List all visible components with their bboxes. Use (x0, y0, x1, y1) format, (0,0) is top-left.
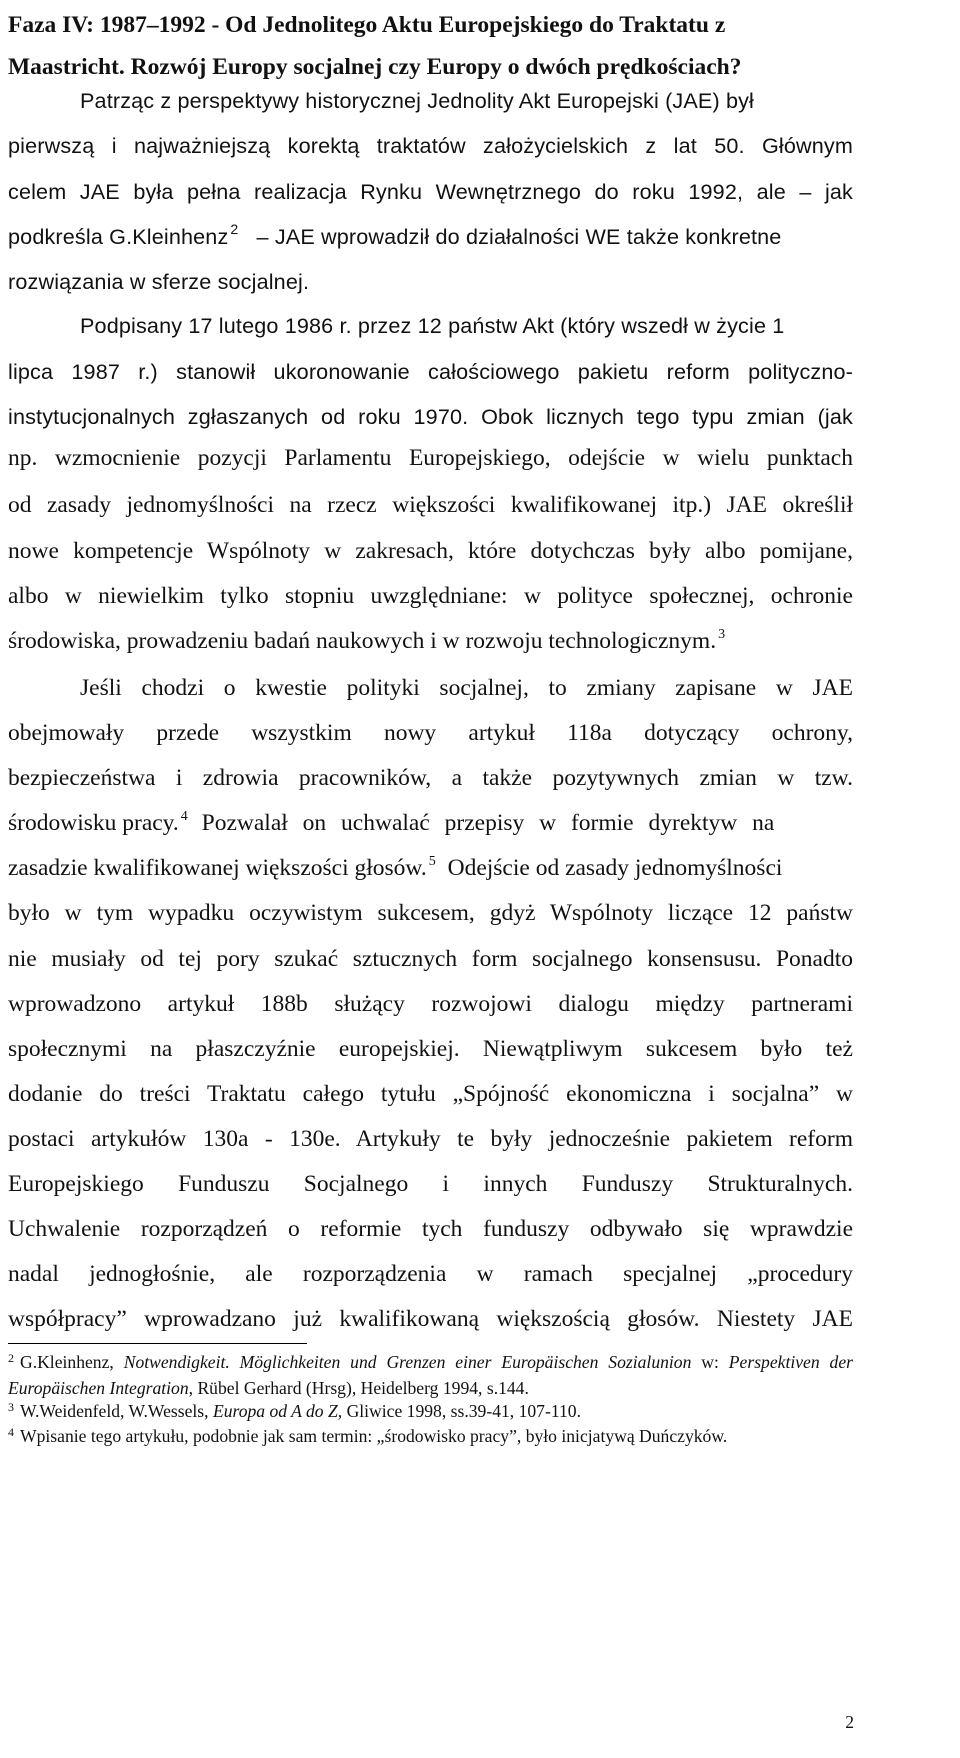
heading-line-1: Faza IV: 1987–1992 - Od Jednolitego Aktu Europejskiego do Traktatu z (8, 12, 726, 38)
page-number: 2 (845, 1712, 854, 1732)
footnote-title: Notwendigkeit. Möglichkeiten und Grenzen einer Europäischen Sozialunion (123, 1352, 692, 1372)
footnote-text: W.Weidenfeld, W.Wessels, (20, 1401, 213, 1421)
footnote-text: Wpisanie tego artykułu, podobnie jak sam termin: „środowisko pracy”, było inicjatywą Duńczyków. (20, 1426, 728, 1446)
chapter-heading (8, 4, 908, 88)
paragraph-3-line: postaci artykułów 130a - 130e. Artykuły te były jednocześnie pakietem reform (8, 1126, 853, 1152)
paragraph-3-text: zasadzie kwalifikowanej większości głosów. (8, 855, 427, 881)
paragraph-3-line: nie musiały od tej pory szukać sztucznych form socjalnego konsensusu. Ponadto (8, 946, 853, 972)
paragraph-2-line: od zasady jednomyślności na rzecz większości kwalifikowanej itp.) JAE określił (8, 492, 853, 518)
paragraph-3-line: wprowadzono artykuł 188b służący rozwojowi dialogu między partnerami (8, 991, 853, 1017)
heading-line-2: Maastricht. Rozwój Europy socjalnej czy Europy o dwóch prędkościach? (8, 54, 742, 80)
paragraph-2-line: albo w niewielkim tylko stopniu uwzględniane: w polityce społecznej, ochronie (8, 583, 853, 609)
paragraph-3-line: obejmowały przede wszystkim nowy artykuł 118a dotyczący ochrony, (8, 720, 853, 746)
paragraph-3-line (8, 853, 853, 887)
footnote-title: Europa od A do Z, (212, 1401, 343, 1421)
footnote-number: 3 (8, 1400, 14, 1414)
paragraph-2-line: instytucjonalnych zgłaszanych od roku 1970. Obok licznych tego typu zmian (jak (8, 404, 853, 429)
footnote-ref-4: 4 (180, 809, 188, 824)
footnote-ref-3: 3 (718, 627, 726, 642)
paragraph-1-line: Patrząc z perspektywy historycznej Jednolity Akt Europejski (JAE) był (80, 88, 755, 113)
footnote-title: Perspektiven der Europäischen Integration (8, 1352, 853, 1398)
paragraph-3-line: było w tym wypadku oczywistym sukcesem, gdyż Wspólnoty liczące 12 państw (8, 900, 853, 926)
paragraph-3-line: Europejskiego Funduszu Socjalnego i innych Funduszy Strukturalnych. (8, 1171, 853, 1197)
footnote-3 (8, 1399, 853, 1425)
paragraph-2-text: środowiska, prowadzeniu badań naukowych i w rozwoju technologicznym. (8, 628, 717, 654)
paragraph-3-line: bezpieczeństwa i zdrowia pracowników, a także pozytywnych zmian w tzw. (8, 765, 853, 791)
footnote-2 (8, 1350, 853, 1400)
paragraph-3-line: społecznymi na płaszczyźnie europejskiej. Niewątpliwym sukcesem było też (8, 1036, 853, 1062)
paragraph-3-line: dodanie do treści Traktatu całego tytułu „Spójność ekonomiczna i socjalna” w (8, 1081, 853, 1107)
paragraph-2-line: nowe kompetencje Wspólnoty w zakresach, które dotychczas były albo pomijane, (8, 538, 853, 564)
footnote-ref-2: 2 (230, 221, 239, 237)
paragraph-2-line (8, 626, 725, 660)
paragraph-3-line (8, 808, 853, 842)
footnote-text: , Rübel Gerhard (Hrsg), Heidelberg 1994, s.144. (188, 1378, 529, 1398)
footnote-divider (8, 1343, 307, 1344)
paragraph-3-line: nadal jednogłośnie, ale rozporządzenia w ramach specjalnej „procedury (8, 1261, 853, 1287)
paragraph-1-text: podkreśla G.Kleinhenz (8, 224, 229, 249)
paragraph-1-line: rozwiązania w sferze socjalnej. (8, 269, 310, 294)
paragraph-3-text: Odejście od zasady jednomyślności (447, 855, 783, 881)
footnote-ref-5: 5 (428, 854, 436, 869)
paragraph-3-line: Jeśli chodzi o kwestie polityki socjalnej, to zmiany zapisane w JAE (80, 675, 853, 701)
paragraph-2-line: Podpisany 17 lutego 1986 r. przez 12 państw Akt (który wszedł w życie 1 (80, 313, 785, 338)
paragraph-3-text: Pozwalał on uchwalać przepisy w formie dyrektyw na (201, 810, 775, 836)
paragraph-1-line: pierwszą i najważniejszą korektą traktatów założycielskich z lat 50. Głównym (8, 133, 853, 158)
paragraph-1-line: celem JAE była pełna realizacja Rynku Wewnętrznego do roku 1992, ale – jak (8, 179, 853, 204)
paragraph-2-line: np. wzmocnienie pozycji Parlamentu Europejskiego, odejście w wielu punktach (8, 445, 853, 471)
paragraph-2-line: lipca 1987 r.) stanowił ukoronowanie całościowego pakietu reform polityczno- (8, 359, 853, 384)
footnote-4 (8, 1424, 853, 1450)
footnote-text: Gliwice 1998, ss.39-41, 107-110. (342, 1401, 581, 1421)
paragraph-3-line: współpracy” wprowadzano już kwalifikowaną większością głosów. Niestety JAE (8, 1306, 853, 1332)
paragraph-1-line (8, 222, 853, 254)
paragraph-3-text: środowisku pracy. (8, 810, 179, 836)
paragraph-1-text: – JAE wprowadził do działalności WE także konkretne (256, 224, 782, 249)
footnote-number: 4 (8, 1425, 14, 1439)
paragraph-3-line: Uchwalenie rozporządzeń o reformie tych funduszy odbywało się wprawdzie (8, 1216, 853, 1242)
footnote-text: w: (691, 1352, 729, 1372)
footnote-text: G.Kleinhenz, (20, 1352, 124, 1372)
footnote-number: 2 (8, 1351, 14, 1365)
